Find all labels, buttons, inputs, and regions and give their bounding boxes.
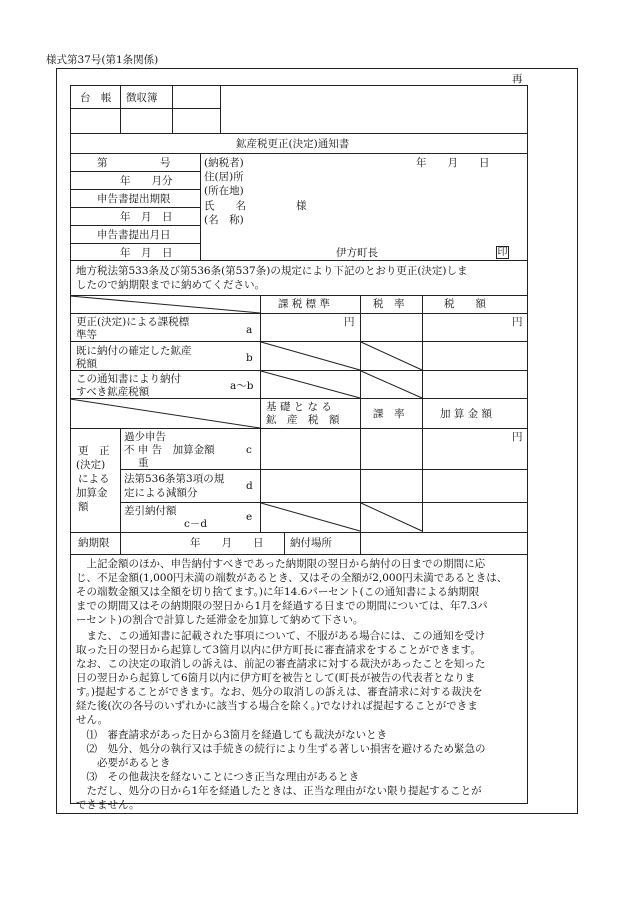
note-line: その端数金額又は全額を切り捨てます。)に年14.6パーセント(この通知書による納期限 (76, 586, 480, 598)
cell-diagonal (261, 342, 360, 370)
header-tax-base: 課 税 標 準 (278, 298, 331, 310)
deadline-label: 申告書提出期限 (97, 193, 171, 205)
row-label: 重 (138, 457, 149, 469)
row-label: 法第536条第3項の規 (124, 473, 225, 485)
row-label: 差引納付額 (124, 505, 177, 517)
due-date: 年 月 日 (190, 537, 264, 549)
row-mark: b (246, 352, 253, 364)
note-line: じ、不足金額(1,000円未満の端数があるとき、又はその全額が2,000円未満であるときは、 (76, 572, 508, 584)
side-label: による (78, 473, 110, 485)
mayor-name: 伊方町長 (336, 247, 378, 259)
table2-col (360, 398, 361, 532)
header-tax-rate: 税 率 (373, 298, 405, 310)
header-addition: 加 算 金 額 (440, 408, 493, 420)
note-line: ⑴ 審査請求があった日から3箇月を経過しても裁決がないとき (76, 729, 388, 741)
row-label: この通知書により納付 (76, 373, 181, 385)
due-bottom (70, 554, 528, 555)
payment-place-label: 納付場所 (290, 537, 332, 549)
cell-diagonal (361, 371, 422, 398)
side-label: 加算金 (76, 487, 108, 499)
unit-yen: 円 (344, 316, 355, 328)
form-number: 様式第37号(第1条関係) (46, 54, 159, 66)
due-divider (120, 532, 121, 554)
note-line: 経た後(次の各号のいずれかに該当する場合を除く。)でなければ提起することができま (76, 700, 478, 712)
seal-mark: 印 (497, 247, 508, 258)
taxpayer-company-label: (名 称) (204, 214, 244, 226)
cell-diagonal (361, 342, 422, 370)
unit-yen: 円 (512, 316, 523, 328)
taxpayer-label: (納税者) (204, 157, 244, 169)
taxpayer-name-label: 氏 名 (204, 200, 246, 212)
row-mark: d (246, 480, 253, 492)
row-label: 不 申 告 加算金額 (124, 444, 215, 456)
submit-label: 申告書提出月日 (97, 229, 171, 241)
table2-col (422, 398, 423, 532)
row-mark: a (246, 324, 253, 336)
cell-diagonal (261, 503, 360, 531)
tax-period: 年 月分 (120, 175, 173, 187)
deadline-date: 年 月 日 (120, 211, 173, 223)
note-line: ーセント)の割合で計算した延滞金を加算して納めて下さい。 (76, 614, 364, 626)
note-line: 上記金額のほか、申告納付すべきであった納期限の翌日から納付の日までの期間に応 (76, 558, 486, 570)
table2-col (260, 398, 261, 532)
header-tax-amount: 税 額 (444, 298, 486, 310)
table2-row (120, 502, 528, 503)
honorific: 様 (296, 200, 307, 212)
unit-yen: 円 (512, 431, 523, 443)
note-line: また、この通知書に記載された事項について、不服がある場合には、この通知を受け (76, 630, 486, 642)
row-label: 既に納付の確定した鉱産 (76, 345, 192, 357)
note-line: 日の翌日から起算して6箇月以内に伊方町を被告として(町長が被告の代表者となりま (76, 672, 476, 684)
intro-line-1: 地方税法第533条及び第536条(第537条)の規定により下記のとおり更正(決定)しま (76, 265, 468, 277)
table2-col (120, 428, 121, 532)
table2-row (120, 469, 528, 470)
note-line: 取った日の翌日から起算して3箇月以内に伊方町長に審査請求をすることができます。 (76, 644, 481, 656)
intro-line-2: したので納期限までに納めてください。 (76, 279, 265, 291)
row-mark: a〜b (230, 380, 254, 392)
side-label: 額 (78, 501, 89, 513)
page-title: 鉱産税更正(決定)通知書 (236, 138, 350, 150)
cell-diagonal (261, 371, 360, 398)
side-label: (決定) (76, 459, 106, 471)
header-base: 鉱 産 税 額 (266, 414, 340, 426)
cell-diagonal (361, 503, 422, 531)
header-rate: 課 率 (373, 408, 405, 420)
row-mark: e (246, 511, 253, 523)
note-line: ただし、処分の日から1年を経過したときは、正当な理由がない限り提起することが (76, 785, 482, 797)
row-label: 準等 (76, 329, 97, 341)
side-label: 更 正 (78, 445, 110, 457)
row-label: 更正(決定)による課税標 (76, 316, 190, 328)
reprint-mark: 再 (512, 73, 523, 85)
note-line: なお、この決定の取消しの訴えは、前記の審査請求に対する裁決があったことを知った (76, 658, 486, 670)
note-line: す。)提起することができます。なお、処分の取消しの訴えは、審査請求に対する裁決を (76, 686, 483, 698)
row-label: すべき鉱産税額 (76, 386, 150, 398)
row-label: c－d (184, 518, 208, 530)
header-diagonal (70, 399, 260, 428)
taxpayer-address-label: 住(居)所 (204, 171, 244, 183)
table2-bottom (70, 532, 528, 533)
notice-number: 第 号 (97, 157, 171, 169)
submit-date: 年 月 日 (120, 247, 173, 259)
row-label: 定による減額分 (124, 487, 198, 499)
table2-row (70, 428, 528, 429)
note-line: ⑵ 処分、処分の執行又は手続きの続行により生ずる著しい損害を避けるため緊急の (76, 743, 486, 755)
collection-book-label: 徴収簿 (126, 92, 158, 104)
note-line: 必要があるとき (76, 757, 171, 769)
ledger-label: 台 帳 (80, 92, 112, 104)
row-label: 過少申告 (124, 431, 166, 443)
due-label: 納期限 (78, 537, 110, 549)
notice-date: 年 月 日 (416, 157, 490, 169)
note-line: までの期間又はその納期限の翌日から1月を経過する日までの期間については、年7.3パ (76, 600, 488, 612)
header-base: 基 礎 と な る (266, 401, 332, 413)
row-mark: c (246, 444, 252, 456)
taxpayer-location-label: (所在地) (204, 185, 244, 197)
note-line: ⑶ その他裁決を経ないことにつき正当な理由があるとき (76, 771, 360, 783)
due-divider (284, 532, 285, 554)
note-line: できません。 (76, 799, 140, 811)
header-diagonal (70, 296, 260, 313)
due-divider (360, 532, 361, 554)
row-label: 税額 (76, 358, 97, 370)
note-line: せん。 (76, 714, 109, 726)
